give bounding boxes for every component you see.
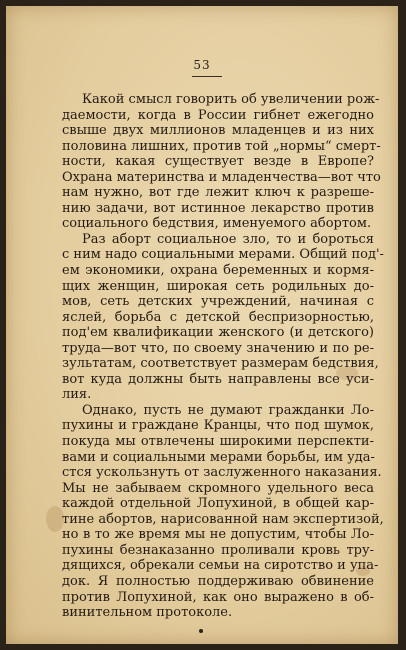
page-number-container	[6, 56, 398, 74]
text-line: док. Я полностью поддерживаю обвинение	[62, 573, 374, 589]
text-line: дящихся, обрекали семьи на сиротство и упа-	[62, 558, 379, 574]
text-line: труда—вот что, по своему значению и по ре-	[62, 340, 374, 356]
text-line: винительном протоколе.	[62, 605, 233, 621]
text-line: Однако, пусть не думают гражданки Ло-	[82, 402, 374, 418]
text-line: мов, сеть детских учреждений, начиная с	[62, 294, 374, 310]
page-number: 53	[193, 58, 211, 72]
paragraph	[62, 92, 381, 232]
text-line: нию задачи, вот истинное лекарство против	[62, 200, 374, 216]
text-line: даемости, когда в России гибнет ежегодно	[62, 107, 374, 123]
footer-mark	[199, 629, 203, 633]
text-line: половина лишних, против той „нормы“ смерт-	[62, 138, 381, 154]
text-line: зультатам, соответствует размерам бедствия,	[62, 356, 379, 372]
text-line: ности, какая существует везде в Европе?	[62, 154, 374, 170]
text-line: пухины безнаказанно проливали кровь тру-	[62, 542, 374, 558]
text-line: вот куда должны быть направлены все уси-	[62, 371, 374, 387]
text-line: тине абортов, нарисованной нам экспертизой,	[62, 511, 384, 527]
text-line: с ним надо социальными мерами. Общий под'-	[62, 247, 384, 263]
text-line: социального бедствия, именуемого абортом.	[62, 216, 372, 232]
body-text	[62, 92, 384, 621]
text-line: Мы не забываем скромного удельного веса	[62, 480, 374, 496]
text-line: яслей, борьба с детской беспризорностью,	[62, 309, 374, 325]
paragraph	[62, 402, 384, 621]
text-line: против Лопухиной, как оно выражено в об-	[62, 589, 374, 605]
book-page	[6, 6, 398, 644]
text-line: пухины и граждане Кранцы, что под шумок,	[62, 418, 374, 434]
text-line: свыше двух миллионов младенцев и из них	[62, 123, 374, 139]
header-rule	[192, 76, 222, 77]
text-line: Охрана материнства и младенчества—вот что	[62, 169, 381, 185]
text-line: лия.	[62, 387, 92, 403]
text-line: но в то же время мы не допустим, чтобы Ло-	[62, 527, 374, 543]
text-line: под'ем квалификации женского (и детского)	[62, 325, 374, 341]
text-line: вами и социальными мерами борьбы, им уда-	[62, 449, 375, 465]
text-line: каждой отдельной Лопухиной, в общей кар-	[62, 496, 374, 512]
paragraph	[62, 231, 384, 403]
text-line: щих женщин, широкая сеть родильных до-	[62, 278, 374, 294]
text-line: нам нужно, вот где лежит ключ к разреше-	[62, 185, 374, 201]
text-line: покуда мы отвлечены широкими перспекти-	[62, 434, 374, 450]
text-line: Раз аборт социальное зло, то и бороться	[82, 231, 374, 247]
text-line: стся ускользнуть от заслуженного наказания.	[62, 465, 382, 481]
text-line: Какой смысл говорить об увеличении рож-	[82, 92, 380, 107]
text-line: ем экономики, охрана беременных и кормя-	[62, 263, 374, 279]
